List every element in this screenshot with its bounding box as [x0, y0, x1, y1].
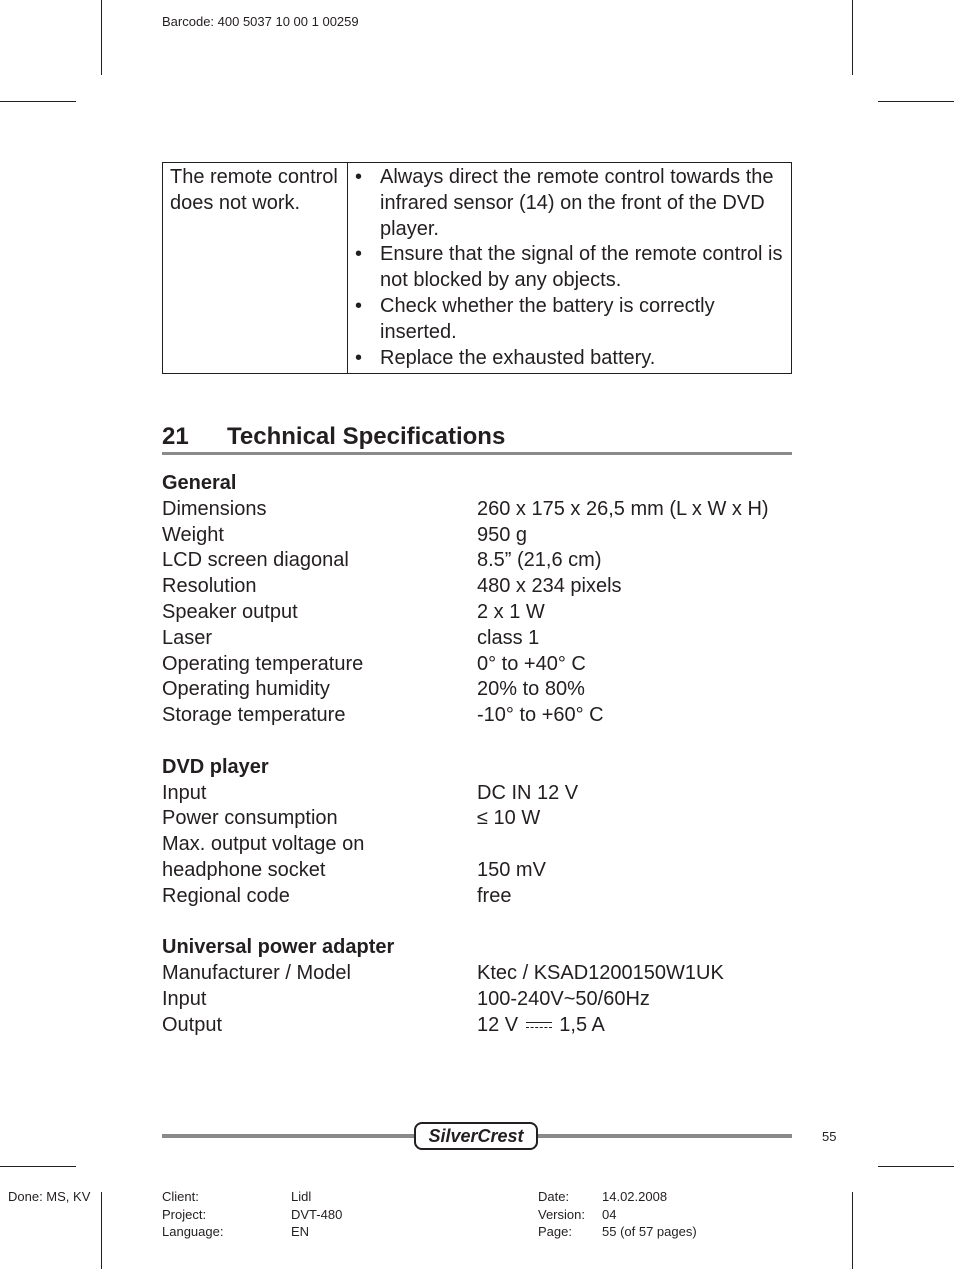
- table-row: LCD screen diagonal 8.5” (21,6 cm): [162, 549, 602, 572]
- table-row: Operating humidity 20% to 80%: [162, 678, 585, 701]
- silvercrest-logo: SilverCrest: [414, 1122, 538, 1150]
- problem-text: The remote control does not work.: [170, 166, 338, 214]
- bullet: •: [355, 166, 363, 188]
- bullet: •: [355, 243, 363, 266]
- section-number: 21: [162, 423, 189, 450]
- section-heading: [162, 422, 792, 452]
- footer-project: DVT-480: [291, 1207, 343, 1222]
- footer-date: 14.02.2008: [602, 1189, 668, 1204]
- footer-language-label: Language:: [162, 1224, 224, 1239]
- section-title: Technical Specifications: [227, 423, 506, 450]
- table-row: Input 100-240V~50/60Hz: [162, 987, 650, 1010]
- footer-done: Done: MS, KV: [8, 1189, 91, 1204]
- table-row: Storage temperature -10° to +60° C: [162, 704, 604, 727]
- table-row: Max. output voltage on: [162, 833, 365, 856]
- page-number: 55: [822, 1129, 837, 1144]
- table-row: Operating temperature 0° to +40° C: [162, 652, 586, 675]
- footer-page: 55 (of 57 pages): [602, 1224, 697, 1239]
- footer-version-label: Version:: [538, 1207, 585, 1222]
- table-row: Speaker output 2 x 1 W: [162, 600, 545, 623]
- footer-version: 04: [602, 1207, 617, 1222]
- table-row: Power consumption ≤ 10 W: [162, 807, 541, 830]
- crop-mark: [878, 1166, 954, 1167]
- table-row: Output 12 V 1,5 A: [162, 1013, 802, 1039]
- table-row: Resolution 480 x 234 pixels: [162, 575, 622, 598]
- group-title-dvd-player: DVD player: [162, 755, 269, 778]
- solution-cell: [348, 163, 791, 375]
- crop-mark: [852, 0, 853, 75]
- dc-current-icon: [526, 1020, 552, 1032]
- table-row: Manufacturer / Model Ktec / KSAD1200150W1UK: [162, 962, 724, 985]
- crop-mark: [0, 1166, 76, 1167]
- table-row: Dimensions 260 x 175 x 26,5 mm (L x W x H): [162, 497, 769, 520]
- problem-cell: [163, 163, 348, 373]
- table-row: Regional code free: [162, 884, 512, 907]
- bullet: •: [355, 346, 363, 369]
- list-item: • Check whether the battery is correctly inserted.: [355, 294, 715, 343]
- footer-client-label: Client:: [162, 1189, 199, 1204]
- footer-page-label: Page:: [538, 1224, 572, 1239]
- solution-list: [348, 165, 783, 371]
- crop-mark: [101, 1192, 102, 1269]
- bullet: •: [355, 294, 363, 317]
- crop-mark: [852, 1192, 853, 1269]
- crop-mark: [101, 0, 102, 75]
- table-row: Weight 950 g: [162, 523, 528, 546]
- barcode-text: Barcode: 400 5037 10 00 1 00259: [162, 14, 359, 29]
- group-title-power-adapter: Universal power adapter: [162, 936, 395, 959]
- footer-client: Lidl: [291, 1189, 312, 1204]
- crop-mark: [878, 101, 954, 102]
- section-rule: [162, 452, 792, 455]
- group-title-general: General: [162, 472, 237, 494]
- spec-list: [162, 471, 802, 1039]
- list-item: • Ensure that the signal of the remote control is not blocked by any objects.: [355, 243, 783, 292]
- table-row: headphone socket 150 mV: [162, 858, 546, 881]
- output-value: 12 V 1,5 A: [477, 1013, 605, 1036]
- crop-mark: [0, 101, 76, 102]
- table-row: Input DC IN 12 V: [162, 781, 579, 804]
- footer-language: EN: [291, 1224, 310, 1239]
- footer-project-label: Project:: [162, 1207, 207, 1222]
- list-item: • Replace the exhausted battery.: [348, 346, 783, 372]
- list-item: • Always direct the remote control towards the infrared sensor (14) on the front of the DVD player.: [355, 166, 774, 240]
- troubleshooting-table: [162, 162, 792, 374]
- table-row: Laser class 1: [162, 626, 540, 649]
- footer-date-label: Date:: [538, 1189, 570, 1204]
